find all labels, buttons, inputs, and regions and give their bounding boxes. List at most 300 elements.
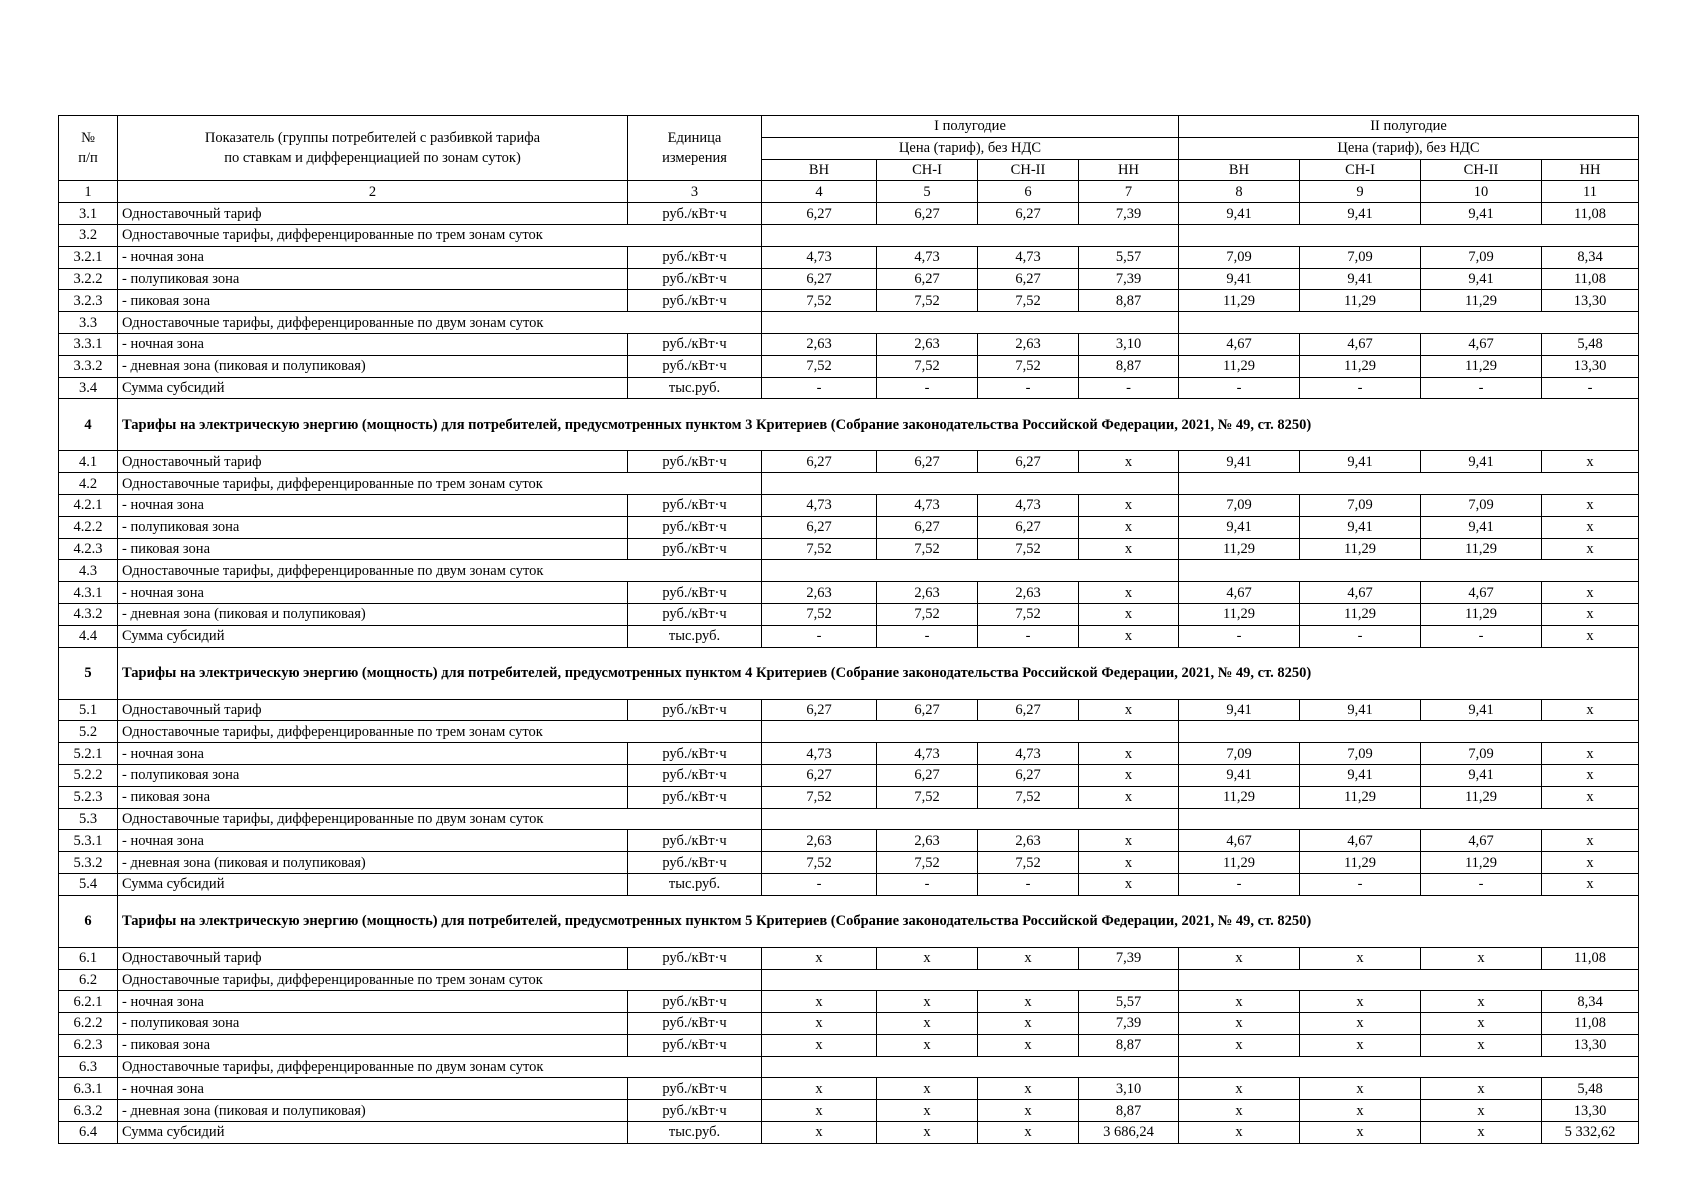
value-cell: 13,30 xyxy=(1542,355,1639,377)
row-label: Сумма субсидий xyxy=(118,625,628,647)
row-unit: руб./кВт·ч xyxy=(628,333,762,355)
value-cell: 6,27 xyxy=(877,764,978,786)
row-label: - пиковая зона xyxy=(118,290,628,312)
table-row xyxy=(59,355,1639,377)
row-unit: руб./кВт·ч xyxy=(628,699,762,721)
row-unit: руб./кВт·ч xyxy=(628,764,762,786)
value-cell: 13,30 xyxy=(1542,1034,1639,1056)
value-cell: x xyxy=(1421,1034,1542,1056)
row-label: - дневная зона (пиковая и полупиковая) xyxy=(118,603,628,625)
value-cell: 7,52 xyxy=(978,538,1079,560)
empty-cell xyxy=(1179,1056,1639,1078)
value-cell: 7,52 xyxy=(762,603,877,625)
value-cell: 6,27 xyxy=(877,203,978,225)
row-number: 5.3.1 xyxy=(59,830,118,852)
value-cell: 5,57 xyxy=(1079,246,1179,268)
value-cell: - xyxy=(1300,625,1421,647)
table-row xyxy=(59,377,1639,399)
value-cell: - xyxy=(877,377,978,399)
value-cell: 7,52 xyxy=(877,355,978,377)
value-cell: x xyxy=(1542,764,1639,786)
column-number: 3 xyxy=(628,181,762,203)
row-label: - полупиковая зона xyxy=(118,516,628,538)
header-level: СН-II xyxy=(978,159,1079,181)
row-label: - ночная зона xyxy=(118,743,628,765)
header-level: СН-II xyxy=(1421,159,1542,181)
value-cell: 4,67 xyxy=(1421,582,1542,604)
value-cell: 3,10 xyxy=(1079,333,1179,355)
row-number: 5.2 xyxy=(59,721,118,743)
value-cell: - xyxy=(1079,377,1179,399)
group-row xyxy=(59,473,1639,495)
empty-cell xyxy=(1179,224,1639,246)
value-cell: 9,41 xyxy=(1421,764,1542,786)
value-cell: 6,27 xyxy=(978,451,1079,473)
row-label: Одноставочные тарифы, дифференцированные по трем зонам суток xyxy=(118,721,762,743)
value-cell: 4,73 xyxy=(762,494,877,516)
column-number: 2 xyxy=(118,181,628,203)
value-cell: 11,29 xyxy=(1300,603,1421,625)
value-cell: 7,09 xyxy=(1300,494,1421,516)
value-cell: - xyxy=(1421,377,1542,399)
value-cell: 5,57 xyxy=(1079,991,1179,1013)
value-cell: 6,27 xyxy=(762,516,877,538)
row-number: 6 xyxy=(59,895,118,947)
value-cell: 7,52 xyxy=(762,355,877,377)
value-cell: x xyxy=(1079,852,1179,874)
value-cell: x xyxy=(877,1013,978,1035)
value-cell: 7,52 xyxy=(762,786,877,808)
value-cell: 6,27 xyxy=(978,203,1079,225)
value-cell: x xyxy=(1421,1100,1542,1122)
row-number: 3.3.1 xyxy=(59,333,118,355)
row-unit: руб./кВт·ч xyxy=(628,516,762,538)
row-number: 5.4 xyxy=(59,873,118,895)
value-cell: x xyxy=(1079,764,1179,786)
row-number: 5.2.3 xyxy=(59,786,118,808)
row-unit: руб./кВт·ч xyxy=(628,451,762,473)
value-cell: - xyxy=(1179,873,1300,895)
value-cell: - xyxy=(1179,625,1300,647)
value-cell: x xyxy=(1542,743,1639,765)
value-cell: 9,41 xyxy=(1179,699,1300,721)
value-cell: x xyxy=(1421,991,1542,1013)
value-cell: 7,09 xyxy=(1300,743,1421,765)
value-cell: 7,39 xyxy=(1079,268,1179,290)
value-cell: 4,67 xyxy=(1421,333,1542,355)
row-unit: руб./кВт·ч xyxy=(628,494,762,516)
value-cell: 4,73 xyxy=(762,246,877,268)
row-label: Одноставочные тарифы, дифференцированные по двум зонам суток xyxy=(118,312,762,334)
value-cell: 11,29 xyxy=(1179,355,1300,377)
value-cell: 2,63 xyxy=(762,830,877,852)
value-cell: 11,29 xyxy=(1421,290,1542,312)
row-unit: руб./кВт·ч xyxy=(628,1013,762,1035)
row-unit: руб./кВт·ч xyxy=(628,830,762,852)
value-cell: x xyxy=(978,1100,1079,1122)
value-cell: 2,63 xyxy=(978,830,1079,852)
value-cell: 9,41 xyxy=(1179,268,1300,290)
header-half1: I полугодие xyxy=(762,116,1179,138)
value-cell: 6,27 xyxy=(978,516,1079,538)
value-cell: x xyxy=(1421,1078,1542,1100)
row-number: 4.1 xyxy=(59,451,118,473)
column-number: 4 xyxy=(762,181,877,203)
row-label: - пиковая зона xyxy=(118,1034,628,1056)
table-row xyxy=(59,246,1639,268)
value-cell: x xyxy=(978,1034,1079,1056)
value-cell: x xyxy=(877,947,978,969)
table-row xyxy=(59,1013,1639,1035)
group-row xyxy=(59,312,1639,334)
value-cell: x xyxy=(877,1122,978,1144)
value-cell: 9,41 xyxy=(1300,451,1421,473)
row-label: - ночная зона xyxy=(118,494,628,516)
value-cell: x xyxy=(1300,1100,1421,1122)
value-cell: 4,67 xyxy=(1300,333,1421,355)
value-cell: 9,41 xyxy=(1179,516,1300,538)
value-cell: 9,41 xyxy=(1300,699,1421,721)
row-number: 3.3 xyxy=(59,312,118,334)
value-cell: 2,63 xyxy=(978,582,1079,604)
group-row xyxy=(59,969,1639,991)
row-label: Одноставочный тариф xyxy=(118,699,628,721)
table-row xyxy=(59,786,1639,808)
value-cell: 5 332,62 xyxy=(1542,1122,1639,1144)
value-cell: x xyxy=(762,1034,877,1056)
value-cell: - xyxy=(978,377,1079,399)
row-number: 4.4 xyxy=(59,625,118,647)
value-cell: x xyxy=(1300,1122,1421,1144)
value-cell: 3,10 xyxy=(1079,1078,1179,1100)
row-unit: руб./кВт·ч xyxy=(628,947,762,969)
value-cell: 9,41 xyxy=(1300,764,1421,786)
row-unit: руб./кВт·ч xyxy=(628,582,762,604)
value-cell: 5,48 xyxy=(1542,333,1639,355)
empty-cell xyxy=(1179,969,1639,991)
value-cell: 11,29 xyxy=(1179,538,1300,560)
table-row xyxy=(59,625,1639,647)
value-cell: 6,27 xyxy=(978,764,1079,786)
value-cell: x xyxy=(1079,830,1179,852)
row-unit: руб./кВт·ч xyxy=(628,268,762,290)
value-cell: x xyxy=(1542,516,1639,538)
table-row xyxy=(59,538,1639,560)
empty-cell xyxy=(1179,560,1639,582)
value-cell: x xyxy=(978,1122,1079,1144)
row-unit: руб./кВт·ч xyxy=(628,786,762,808)
row-label: - полупиковая зона xyxy=(118,764,628,786)
value-cell: 11,08 xyxy=(1542,947,1639,969)
empty-cell xyxy=(762,473,1179,495)
table-row xyxy=(59,516,1639,538)
empty-cell xyxy=(762,1056,1179,1078)
value-cell: 7,52 xyxy=(877,538,978,560)
table-row xyxy=(59,494,1639,516)
value-cell: 9,41 xyxy=(1421,451,1542,473)
value-cell: 6,27 xyxy=(978,268,1079,290)
value-cell: 7,52 xyxy=(762,290,877,312)
group-row xyxy=(59,808,1639,830)
table-row xyxy=(59,268,1639,290)
value-cell: - xyxy=(1300,377,1421,399)
value-cell: x xyxy=(1179,1100,1300,1122)
value-cell: - xyxy=(1542,377,1639,399)
row-number: 4.3.1 xyxy=(59,582,118,604)
header-unit: Единица измерения xyxy=(628,116,762,181)
value-cell: 11,29 xyxy=(1421,852,1542,874)
value-cell: 4,73 xyxy=(978,246,1079,268)
value-cell: 4,73 xyxy=(762,743,877,765)
section-title: Тарифы на электрическую энергию (мощность) для потребителей, предусмотренных пунктом 3 Критериев (Собрание законодательства Российской Федерации, 2021, № 49, ст. 8250) xyxy=(118,399,1639,451)
row-label: Сумма субсидий xyxy=(118,377,628,399)
table-header xyxy=(59,116,1639,203)
value-cell: 13,30 xyxy=(1542,290,1639,312)
value-cell: 4,73 xyxy=(877,743,978,765)
value-cell: 7,09 xyxy=(1179,743,1300,765)
value-cell: 5,48 xyxy=(1542,1078,1639,1100)
value-cell: 6,27 xyxy=(762,699,877,721)
value-cell: 7,52 xyxy=(877,852,978,874)
table-row xyxy=(59,852,1639,874)
value-cell: 8,34 xyxy=(1542,246,1639,268)
value-cell: 4,73 xyxy=(877,246,978,268)
value-cell: - xyxy=(877,873,978,895)
row-number: 3.2.1 xyxy=(59,246,118,268)
empty-cell xyxy=(762,312,1179,334)
header-level: ВН xyxy=(762,159,877,181)
table-row xyxy=(59,1034,1639,1056)
value-cell: 9,41 xyxy=(1300,268,1421,290)
value-cell: 6,27 xyxy=(877,268,978,290)
value-cell: 7,52 xyxy=(978,603,1079,625)
value-cell: 6,27 xyxy=(877,516,978,538)
row-unit: руб./кВт·ч xyxy=(628,1078,762,1100)
table-row xyxy=(59,290,1639,312)
value-cell: 7,52 xyxy=(978,786,1079,808)
row-unit: руб./кВт·ч xyxy=(628,203,762,225)
value-cell: x xyxy=(978,1078,1079,1100)
value-cell: 6,27 xyxy=(762,203,877,225)
row-number: 6.4 xyxy=(59,1122,118,1144)
value-cell: 2,63 xyxy=(877,830,978,852)
value-cell: 9,41 xyxy=(1179,203,1300,225)
row-number: 3.2 xyxy=(59,224,118,246)
value-cell: 2,63 xyxy=(762,582,877,604)
value-cell: - xyxy=(1179,377,1300,399)
value-cell: 6,27 xyxy=(762,451,877,473)
value-cell: 11,29 xyxy=(1179,603,1300,625)
row-number: 4.3.2 xyxy=(59,603,118,625)
column-number: 6 xyxy=(978,181,1079,203)
row-unit: руб./кВт·ч xyxy=(628,991,762,1013)
value-cell: 7,39 xyxy=(1079,1013,1179,1035)
column-number: 11 xyxy=(1542,181,1639,203)
row-unit: руб./кВт·ч xyxy=(628,355,762,377)
value-cell: x xyxy=(978,947,1079,969)
value-cell: 9,41 xyxy=(1421,203,1542,225)
value-cell: - xyxy=(762,873,877,895)
row-label: - дневная зона (пиковая и полупиковая) xyxy=(118,852,628,874)
column-number: 9 xyxy=(1300,181,1421,203)
group-row xyxy=(59,721,1639,743)
value-cell: 11,29 xyxy=(1300,538,1421,560)
value-cell: x xyxy=(877,1100,978,1122)
group-row xyxy=(59,1056,1639,1078)
value-cell: 7,52 xyxy=(978,355,1079,377)
header-price-2: Цена (тариф), без НДС xyxy=(1179,137,1639,159)
row-unit: руб./кВт·ч xyxy=(628,1100,762,1122)
row-label: Одноставочные тарифы, дифференцированные по двум зонам суток xyxy=(118,808,762,830)
value-cell: 6,27 xyxy=(877,699,978,721)
value-cell: x xyxy=(1179,947,1300,969)
row-number: 5.1 xyxy=(59,699,118,721)
row-number: 6.2.2 xyxy=(59,1013,118,1035)
row-number: 6.3.1 xyxy=(59,1078,118,1100)
value-cell: 2,63 xyxy=(877,333,978,355)
value-cell: 9,41 xyxy=(1300,203,1421,225)
table-row xyxy=(59,603,1639,625)
row-label: - ночная зона xyxy=(118,246,628,268)
row-label: - ночная зона xyxy=(118,333,628,355)
value-cell: x xyxy=(1079,699,1179,721)
table-row xyxy=(59,947,1639,969)
value-cell: x xyxy=(762,1013,877,1035)
header-indicator: Показатель (группы потребителей с разбивкой тарифа по ставкам и дифференциацией по зонам суток) xyxy=(118,116,628,181)
value-cell: - xyxy=(877,625,978,647)
row-label: - ночная зона xyxy=(118,830,628,852)
value-cell: x xyxy=(1542,603,1639,625)
group-row xyxy=(59,224,1639,246)
empty-cell xyxy=(762,721,1179,743)
table-row xyxy=(59,1122,1639,1144)
row-number: 3.1 xyxy=(59,203,118,225)
row-label: - полупиковая зона xyxy=(118,268,628,290)
value-cell: x xyxy=(877,1034,978,1056)
empty-cell xyxy=(1179,473,1639,495)
table-row xyxy=(59,991,1639,1013)
value-cell: - xyxy=(762,625,877,647)
value-cell: x xyxy=(1421,1013,1542,1035)
value-cell: 11,29 xyxy=(1300,786,1421,808)
value-cell: x xyxy=(1179,1034,1300,1056)
value-cell: 7,52 xyxy=(877,290,978,312)
row-number: 3.3.2 xyxy=(59,355,118,377)
value-cell: x xyxy=(978,1013,1079,1035)
value-cell: 7,52 xyxy=(978,290,1079,312)
row-number: 3.2.3 xyxy=(59,290,118,312)
table-row xyxy=(59,830,1639,852)
value-cell: x xyxy=(1300,1013,1421,1035)
value-cell: x xyxy=(1179,1122,1300,1144)
value-cell: x xyxy=(1542,830,1639,852)
row-label: - пиковая зона xyxy=(118,538,628,560)
row-label: Одноставочный тариф xyxy=(118,947,628,969)
value-cell: 6,27 xyxy=(762,764,877,786)
row-number: 5.3.2 xyxy=(59,852,118,874)
value-cell: 9,41 xyxy=(1421,516,1542,538)
empty-cell xyxy=(762,224,1179,246)
value-cell: 7,09 xyxy=(1421,494,1542,516)
tariff-table xyxy=(58,115,1639,1144)
value-cell: 11,08 xyxy=(1542,268,1639,290)
row-unit: тыс.руб. xyxy=(628,873,762,895)
table-row xyxy=(59,451,1639,473)
value-cell: 9,41 xyxy=(1421,268,1542,290)
value-cell: - xyxy=(762,377,877,399)
value-cell: 7,09 xyxy=(1179,246,1300,268)
row-unit: руб./кВт·ч xyxy=(628,246,762,268)
row-label: Сумма субсидий xyxy=(118,873,628,895)
value-cell: 6,27 xyxy=(978,699,1079,721)
value-cell: - xyxy=(978,873,1079,895)
value-cell: - xyxy=(1300,873,1421,895)
value-cell: 6,27 xyxy=(877,451,978,473)
header-level: НН xyxy=(1542,159,1639,181)
value-cell: x xyxy=(762,947,877,969)
value-cell: x xyxy=(1542,582,1639,604)
value-cell: x xyxy=(877,1078,978,1100)
empty-cell xyxy=(762,969,1179,991)
row-label: - дневная зона (пиковая и полупиковая) xyxy=(118,1100,628,1122)
row-unit: руб./кВт·ч xyxy=(628,743,762,765)
value-cell: x xyxy=(1542,451,1639,473)
value-cell: 11,29 xyxy=(1300,355,1421,377)
row-label: - пиковая зона xyxy=(118,786,628,808)
value-cell: 9,41 xyxy=(1179,764,1300,786)
value-cell: 2,63 xyxy=(762,333,877,355)
value-cell: 4,67 xyxy=(1179,582,1300,604)
value-cell: x xyxy=(1421,1122,1542,1144)
table-row xyxy=(59,203,1639,225)
value-cell: 7,39 xyxy=(1079,203,1179,225)
column-number: 8 xyxy=(1179,181,1300,203)
value-cell: x xyxy=(762,991,877,1013)
value-cell: x xyxy=(978,991,1079,1013)
value-cell: x xyxy=(762,1122,877,1144)
value-cell: x xyxy=(1542,494,1639,516)
value-cell: 2,63 xyxy=(877,582,978,604)
value-cell: x xyxy=(1179,991,1300,1013)
value-cell: 4,73 xyxy=(978,743,1079,765)
row-label: Одноставочный тариф xyxy=(118,203,628,225)
row-number: 4.2.3 xyxy=(59,538,118,560)
value-cell: 11,29 xyxy=(1421,538,1542,560)
empty-cell xyxy=(1179,808,1639,830)
value-cell: x xyxy=(1300,991,1421,1013)
value-cell: 8,87 xyxy=(1079,1034,1179,1056)
row-number: 6.3 xyxy=(59,1056,118,1078)
value-cell: 13,30 xyxy=(1542,1100,1639,1122)
header-price-1: Цена (тариф), без НДС xyxy=(762,137,1179,159)
value-cell: 8,87 xyxy=(1079,290,1179,312)
header-level: СН-I xyxy=(877,159,978,181)
row-number: 4.3 xyxy=(59,560,118,582)
row-label: Одноставочные тарифы, дифференцированные по двум зонам суток xyxy=(118,1056,762,1078)
value-cell: 7,39 xyxy=(1079,947,1179,969)
section-row xyxy=(59,895,1639,947)
value-cell: 6,27 xyxy=(762,268,877,290)
row-label: Одноставочные тарифы, дифференцированные по трем зонам суток xyxy=(118,969,762,991)
value-cell: x xyxy=(1542,625,1639,647)
value-cell: x xyxy=(1542,538,1639,560)
value-cell: x xyxy=(1300,1034,1421,1056)
value-cell: x xyxy=(1079,582,1179,604)
value-cell: x xyxy=(1542,873,1639,895)
empty-cell xyxy=(762,808,1179,830)
row-unit: руб./кВт·ч xyxy=(628,1034,762,1056)
value-cell: 7,52 xyxy=(978,852,1079,874)
